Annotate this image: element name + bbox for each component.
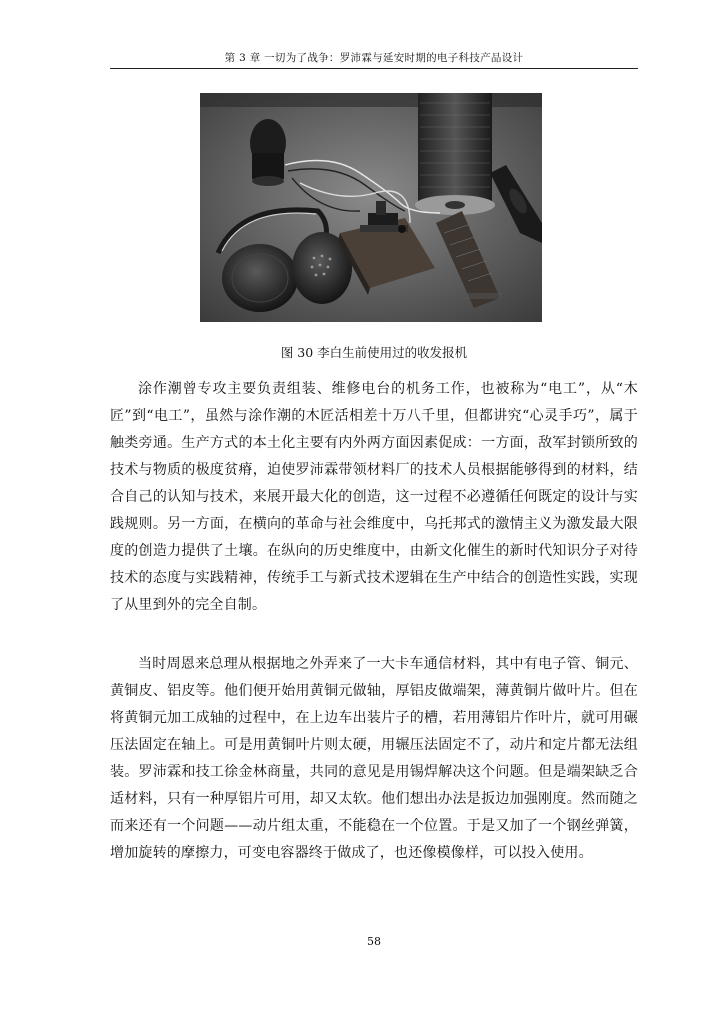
running-header: 第 3 章 一切为了战争：罗沛霖与延安时期的电子科技产品设计	[224, 52, 524, 64]
page-number: 58	[367, 935, 381, 948]
body-paragraph-2: 当时周恩来总理从根据地之外弄来了一大卡车通信材料，其中有电子管、铜元、黄铜皮、铝皮等。他们便开始用黄铜元做轴，厚铝皮做端架，薄黄铜片做叶片。但在将黄铜元加工成轴的过程中，在上边车出装片子的槽，若用薄铝片作叶片，就可用碾压法固定在轴上。可是用黄铜叶片则太硬，用辗压法固定不了，动片和定片都无法组装。罗沛霖和技工徐金林商量，共同的意见是用锡焊解决这个问题。但是端架缺乏合适材料，只有一种厚铝片可用，却又太软。他们想出办法是扳边加强刚度。然而随之而来还有一个问题——动片组太重，不能稳在一个位置。于是又加了一个钢丝弹簧，增加旋转的摩擦力，可变电容器终于做成了，也还像模像样，可以投入使用。	[110, 656, 638, 861]
tube-plug	[250, 119, 286, 186]
telegraph-photo	[200, 93, 542, 322]
coil-spool	[415, 93, 495, 215]
figure-caption: 图 30 李白生前使用过的收发报机	[280, 345, 468, 360]
body-paragraph-1: 涂作潮曾专攻主要负责组装、维修电台的机务工作，也被称为“电工”，从“木匠”到“电工”，虽然与涂作潮的木匠活相差十万八千里，但都讲究“心灵手巧”，属于触类旁通。生产方式的本土化主要有内外两方面因素促成：一方面，敌军封锁所致的技术与物质的极度贫瘠，迫使罗沛霖带领材料厂的技术人员根据能够得到的材料，结合自己的认知与技术，来展开最大化的创造，这一过程不必遵循任何既定的设计与实践规则。另一方面，在横向的革命与社会维度中，乌托邦式的激情主义为激发最大限度的创造力提供了土壤。在纵向的历史维度中，由新文化催生的新时代知识分子对待技术的态度与实践精神，传统手工与新式技术逻辑在生产中结合的创造性实践，实现了从里到外的完全自制。	[110, 381, 638, 613]
header-rule	[110, 68, 638, 69]
